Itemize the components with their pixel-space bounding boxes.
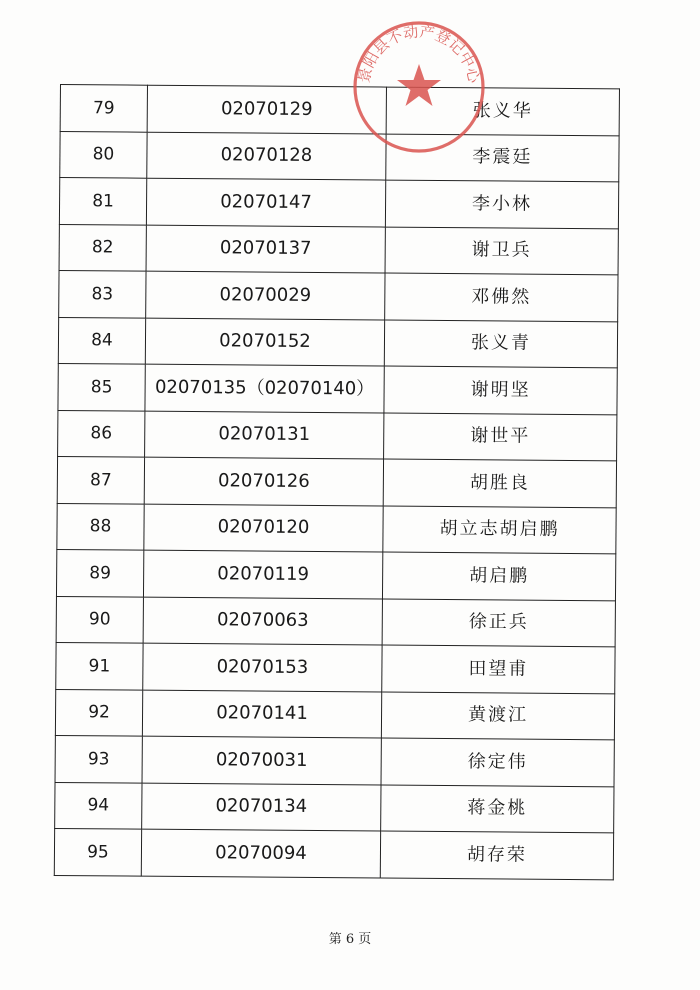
owner-name-cell: 田望甫 [382,645,615,693]
row-number-cell [59,224,146,271]
property-code-cell: 02070094 [141,829,380,877]
row-number-cell [55,735,142,782]
property-code-cell: 02070120 [144,504,383,552]
page-number: 第 6 页 [328,932,372,947]
owner-name-cell: 张义青 [384,320,617,368]
property-code-cell: 02070131 [145,411,384,459]
row-number: 83 [91,284,114,305]
row-number-cell [55,689,142,736]
row-number: 93 [87,748,110,770]
property-code-cell: 02070129 [147,85,386,133]
owner-name-cell: 谢卫兵 [385,227,618,275]
property-code-cell: 02070126 [144,457,383,505]
row-number: 81 [92,191,114,212]
owner-name-cell: 张义华 [386,87,619,135]
seal-text: 景阳县不动产登记中心 [354,22,484,85]
row-number-cell [59,178,146,225]
row-number-cell [58,410,145,457]
table-row [59,270,618,321]
row-number: 79 [92,98,115,119]
property-code-cell: 02070141 [142,690,381,738]
table-row [58,363,617,414]
table-row [55,689,614,740]
property-code-cell: 02070128 [147,132,386,180]
row-number: 84 [91,330,113,351]
owner-name-cell: 谢明坚 [384,366,617,414]
owner-name-cell: 邓佛然 [385,273,618,321]
owner-name-cell: 胡胜良 [383,459,616,507]
owner-name-cell: 李小林 [385,180,618,228]
row-number-cell [57,456,144,503]
property-code-cell: 02070031 [142,736,381,784]
owner-name-cell: 胡立志胡启鹏 [383,506,616,554]
row-number-cell [58,363,145,410]
row-number: 92 [88,702,110,723]
table-row [55,735,614,786]
row-number: 91 [88,655,111,677]
row-number: 94 [87,795,110,816]
property-code-cell: 02070063 [143,597,382,645]
row-number: 88 [89,516,112,537]
property-code-cell: 02070119 [143,550,382,598]
owner-name-cell: 谢世平 [384,413,617,461]
table-row [56,596,615,647]
row-number-cell [60,131,147,178]
row-number: 82 [91,237,114,258]
row-number-cell [56,596,143,643]
row-number: 87 [89,469,112,491]
row-number: 95 [87,841,109,863]
records-table [54,84,620,880]
row-number: 90 [88,609,111,630]
owner-name-cell: 徐定伟 [381,738,614,786]
table-row [59,224,618,275]
row-number-cell [54,828,141,875]
property-code-cell: 02070029 [146,271,385,319]
property-code-cell: 02070147 [146,178,385,226]
owner-name-cell: 胡启鹏 [382,552,615,600]
owner-name-cell: 徐正兵 [382,599,615,647]
table-row [58,410,617,461]
row-number-cell [55,782,142,829]
table-row [57,456,616,507]
row-number: 80 [92,144,115,165]
row-number-cell [58,317,145,364]
property-code-cell: 02070137 [146,225,385,273]
property-code-cell: 02070134 [142,783,381,831]
row-number-cell [57,503,144,550]
property-code-cell: 02070153 [143,643,382,691]
table-row [60,85,619,136]
records-table-body [54,85,619,880]
owner-name-cell: 蒋金桃 [381,785,614,833]
owner-name-cell: 黄渡江 [381,692,614,740]
row-number-cell [60,85,147,132]
property-code-cell: 02070152 [145,318,384,366]
row-number: 89 [89,562,112,584]
row-number: 85 [90,377,113,398]
row-number-cell [56,642,143,689]
records-table-wrap [54,84,616,880]
owner-name-cell: 胡存荣 [380,831,613,879]
table-row [57,503,616,554]
table-row [58,317,617,368]
row-number-cell [56,549,143,596]
table-row [59,178,618,229]
property-code-cell: 02070135（02070140） [145,364,384,412]
table-row [56,549,615,600]
row-number: 86 [90,423,113,444]
table-row [54,828,613,879]
table-row [60,131,619,182]
table-row [56,642,615,693]
table-row [55,782,614,833]
row-number-cell [59,270,146,317]
owner-name-cell: 李震廷 [386,134,619,182]
